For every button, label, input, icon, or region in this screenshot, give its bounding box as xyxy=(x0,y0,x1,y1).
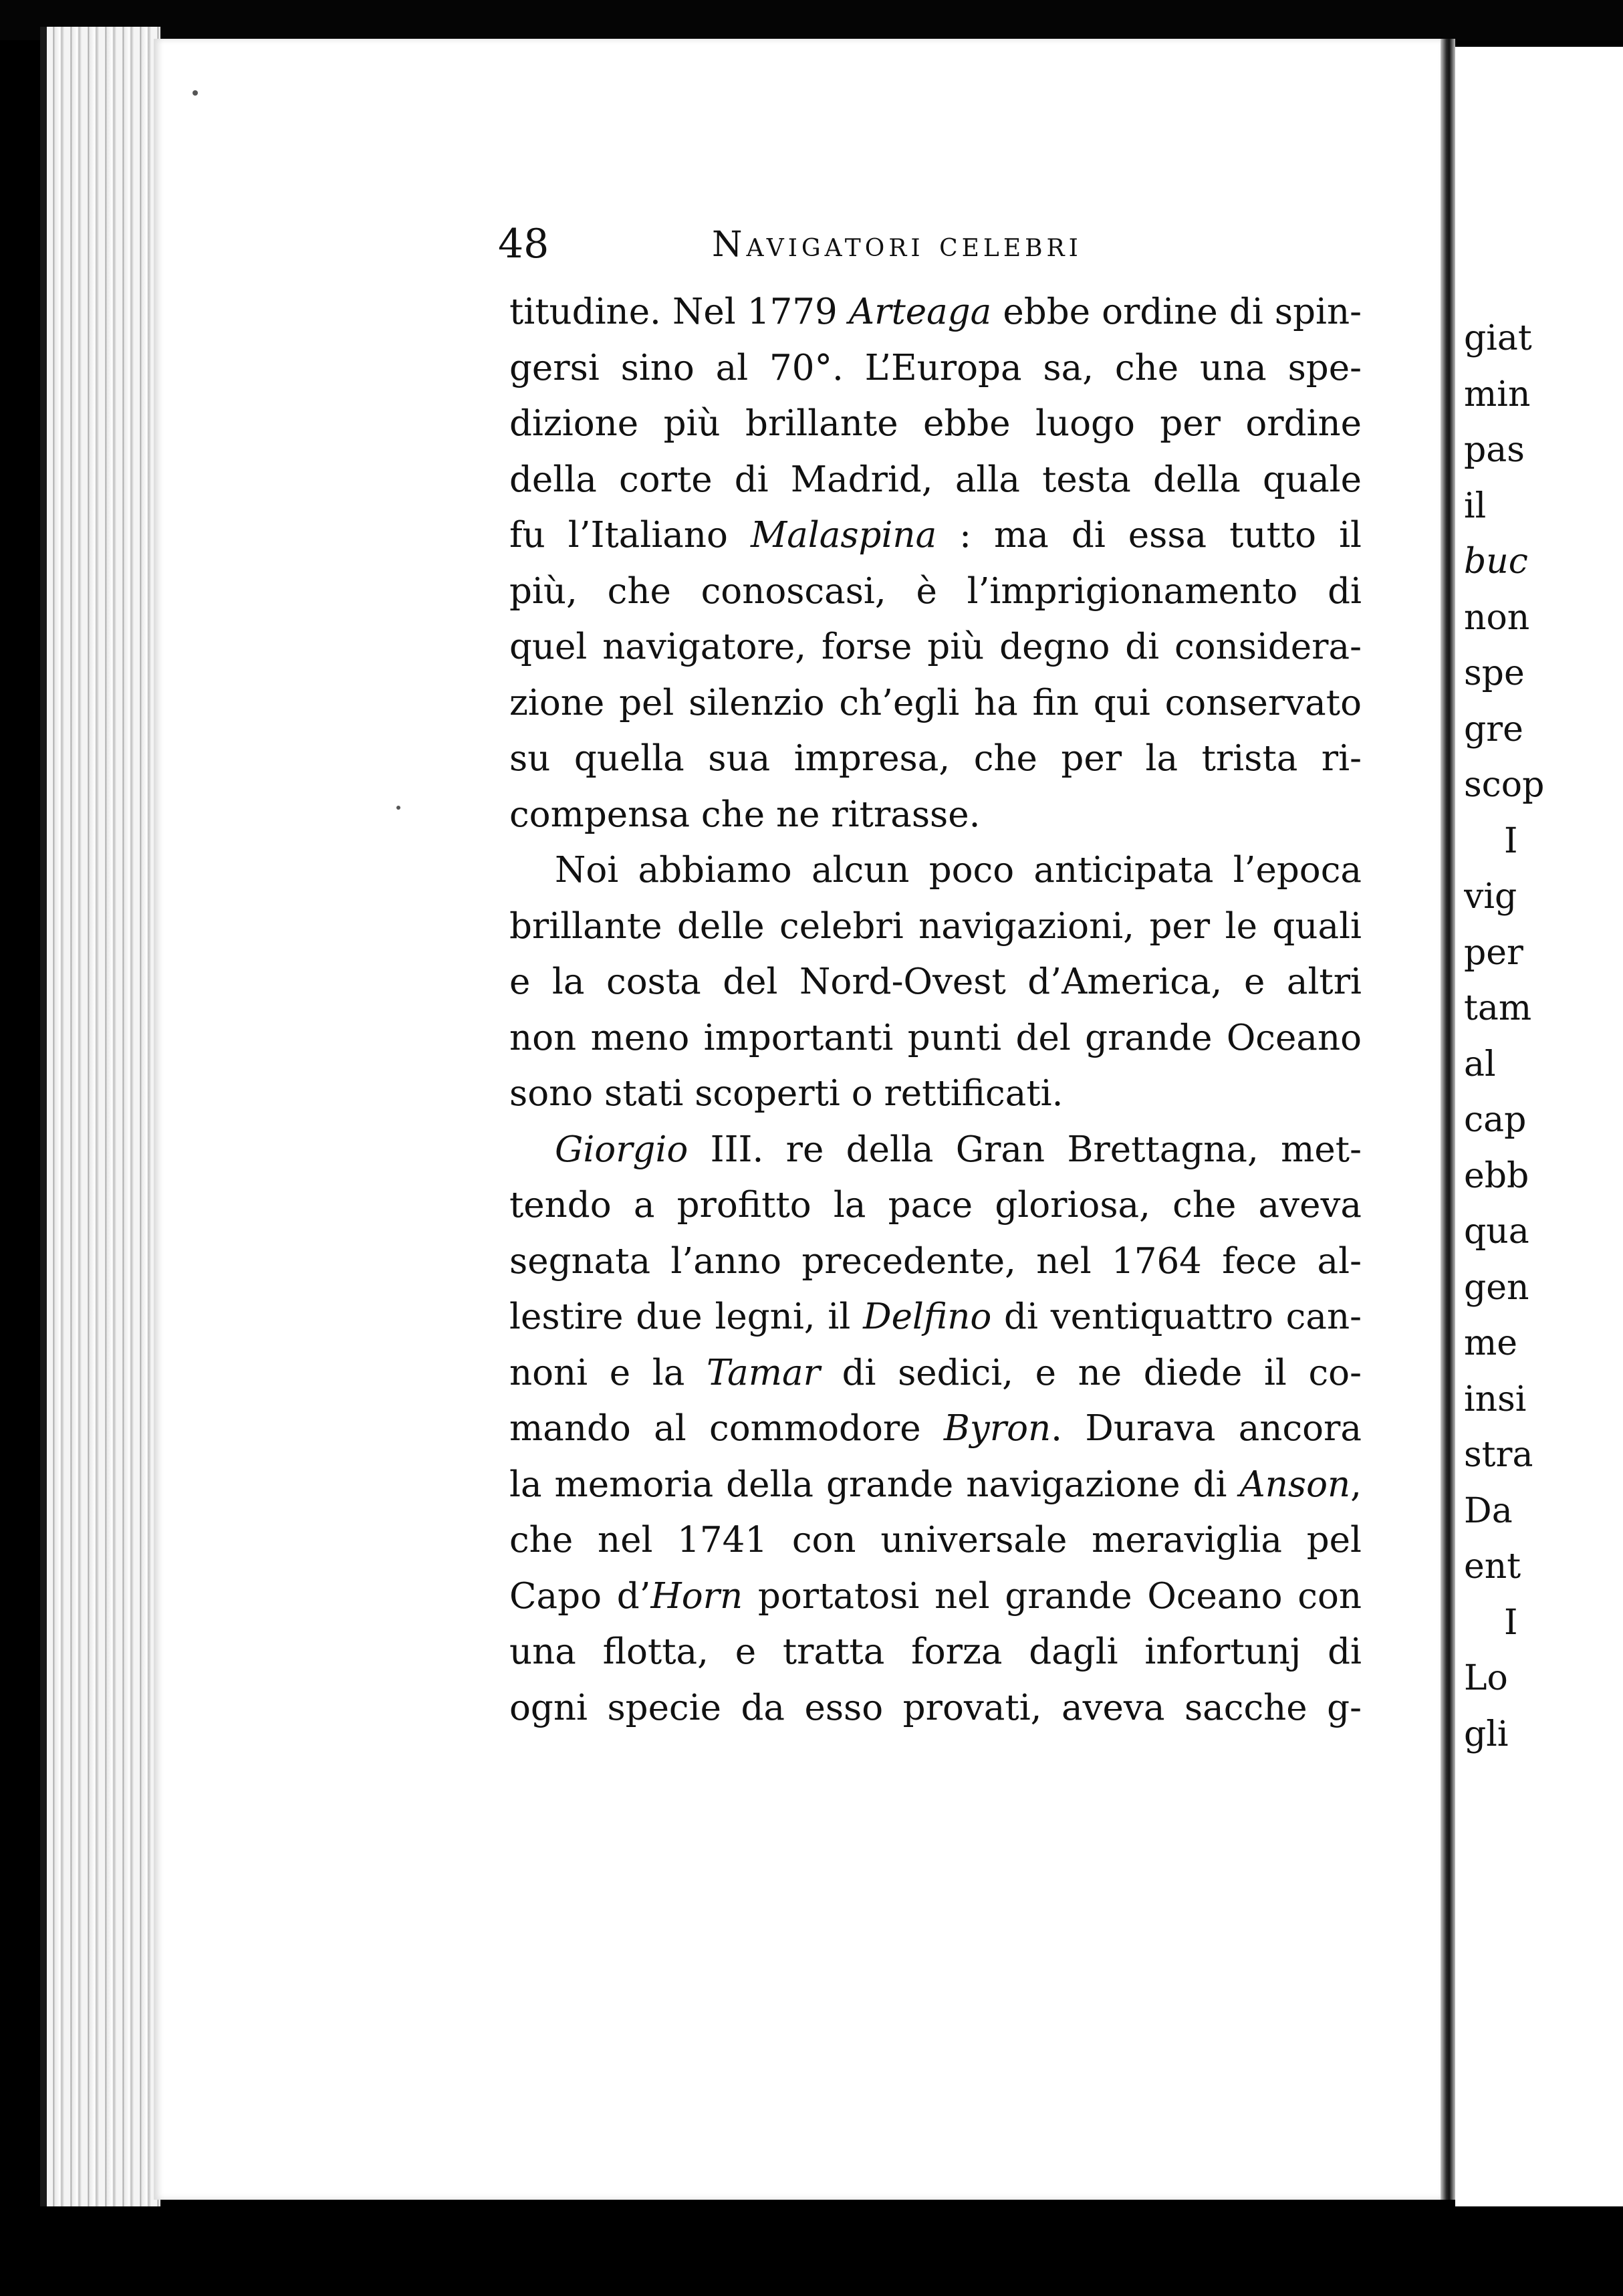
text-line xyxy=(509,1289,1362,1345)
facing-text-fragment: stra xyxy=(1464,1435,1533,1475)
speck-mark xyxy=(193,90,198,96)
text-run: lestire due legni, il xyxy=(509,1296,864,1337)
facing-text-fragment: ent xyxy=(1464,1546,1521,1587)
text-run: fu l’Italiano xyxy=(509,515,751,556)
text-run: noni e la xyxy=(509,1352,707,1393)
facing-text-fragment: vig xyxy=(1464,877,1517,917)
book-page-edges xyxy=(47,27,160,2220)
text-run: , xyxy=(1350,1464,1362,1505)
text-run: segnata l’anno precedente, nel 1764 fece al- xyxy=(509,1240,1362,1282)
facing-text-fragment: per xyxy=(1464,932,1523,973)
text-run: di ventiquattro can- xyxy=(991,1296,1362,1337)
text-line xyxy=(509,731,1362,787)
running-head xyxy=(498,221,1360,281)
text-run: della corte di Madrid, alla testa della quale xyxy=(509,459,1362,500)
facing-text-fragment: cap xyxy=(1464,1100,1527,1140)
text-run: e la costa del Nord-Ovest d’America, e altri xyxy=(509,961,1362,1002)
text-line xyxy=(509,899,1362,955)
text-line xyxy=(509,1234,1362,1290)
facing-text-fragment: il xyxy=(1464,485,1487,526)
book-gutter xyxy=(1441,39,1455,2200)
italic-name: Arteaga xyxy=(848,292,992,332)
text-line xyxy=(509,1177,1362,1234)
facing-text-fragment: tam xyxy=(1464,988,1532,1028)
text-line xyxy=(509,284,1362,340)
text-run: brillante delle celebri navigazioni, per le quali xyxy=(509,905,1362,947)
text-run: III. re della Gran Brettagna, met- xyxy=(688,1129,1362,1170)
text-run: : ma di essa tutto il xyxy=(937,515,1362,556)
text-run: portatosi nel grande Oceano con xyxy=(743,1575,1362,1617)
text-run: di sedici, e ne diede il co- xyxy=(820,1352,1362,1393)
text-line xyxy=(509,1066,1362,1122)
text-line xyxy=(509,1010,1362,1066)
facing-text-fragment: buc xyxy=(1464,542,1528,582)
text-line xyxy=(509,396,1362,452)
text-line xyxy=(509,675,1362,731)
facing-text-fragment: ebb xyxy=(1464,1155,1529,1196)
text-run: Noi abbiamo alcun poco anticipata l’epoca xyxy=(555,850,1362,891)
text-run: ogni specie da esso provati, aveva sacche g- xyxy=(509,1687,1362,1728)
italic-name: Anson xyxy=(1239,1464,1351,1505)
text-run: ebbe ordine di spin- xyxy=(991,292,1362,332)
text-line xyxy=(509,340,1362,396)
text-run: su quella sua impresa, che per la trista ri- xyxy=(509,738,1362,779)
facing-text-fragment: me xyxy=(1464,1323,1518,1363)
text-line xyxy=(509,1569,1362,1625)
page-number: 48 xyxy=(498,221,549,267)
facing-text-fragment: qua xyxy=(1464,1212,1529,1252)
text-line xyxy=(509,1624,1362,1680)
text-line xyxy=(509,1457,1362,1513)
text-line xyxy=(509,1680,1362,1736)
facing-text-fragment: giat xyxy=(1464,318,1532,358)
facing-text-fragment: Lo xyxy=(1464,1658,1508,1698)
facing-text-fragment: al xyxy=(1464,1044,1496,1084)
text-run: che nel 1741 con universale meraviglia pel xyxy=(509,1520,1362,1561)
facing-text-fragment: gre xyxy=(1464,709,1523,750)
facing-page-text xyxy=(1464,311,1623,1762)
text-line xyxy=(509,619,1362,675)
text-line xyxy=(509,1122,1362,1178)
facing-text-fragment: min xyxy=(1464,374,1531,415)
text-run: non meno importanti punti del grande Oceano xyxy=(509,1017,1362,1058)
italic-name: Delfino xyxy=(863,1296,992,1337)
text-line xyxy=(509,1401,1362,1457)
text-line xyxy=(509,1512,1362,1569)
text-run: zione pel silenzio ch’egli ha fin qui conservato xyxy=(509,682,1362,723)
text-run: Capo d’ xyxy=(509,1575,651,1617)
text-line xyxy=(509,1345,1362,1401)
facing-text-fragment: I xyxy=(1504,820,1518,861)
italic-name: Tamar xyxy=(706,1352,820,1393)
text-run: dizione più brillante ebbe luogo per ordine xyxy=(509,403,1362,444)
facing-text-fragment: spe xyxy=(1464,653,1525,693)
facing-text-fragment: pas xyxy=(1464,430,1525,470)
text-run: tendo a profitto la pace gloriosa, che aveva xyxy=(509,1185,1362,1226)
scan-bottom-border xyxy=(0,2206,1623,2296)
facing-text-fragment: insi xyxy=(1464,1379,1527,1419)
text-line xyxy=(509,564,1362,620)
page-header-title: Navigatori celebri xyxy=(712,225,1082,265)
text-line xyxy=(509,954,1362,1010)
text-line xyxy=(509,787,1362,843)
italic-name: Horn xyxy=(650,1575,743,1617)
text-run: titudine. Nel 1779 xyxy=(509,292,849,332)
text-run: mando al commodore xyxy=(509,1408,944,1449)
italic-name: Byron xyxy=(943,1408,1051,1449)
facing-text-fragment: I xyxy=(1504,1602,1518,1643)
facing-text-fragment: Da xyxy=(1464,1490,1513,1531)
text-run: compensa che ne ritrasse. xyxy=(509,794,981,835)
italic-name: Malaspina xyxy=(750,515,937,556)
body-text xyxy=(509,284,1362,1736)
text-line xyxy=(509,452,1362,508)
text-line xyxy=(509,842,1362,899)
facing-text-fragment: gli xyxy=(1464,1714,1509,1754)
text-line xyxy=(509,507,1362,564)
text-run: sono stati scoperti o rettificati. xyxy=(509,1073,1064,1114)
italic-name: Giorgio xyxy=(555,1129,689,1170)
text-run: quel navigatore, forse più degno di considera- xyxy=(509,626,1362,667)
text-run: la memoria della grande navigazione di xyxy=(509,1464,1240,1505)
speck-mark xyxy=(396,806,400,810)
text-run: una flotta, e tratta forza dagli infortunj di xyxy=(509,1631,1362,1672)
text-run: . Durava ancora xyxy=(1051,1408,1362,1449)
text-run: gersi sino al 70°. L’Europa sa, che una spe- xyxy=(509,347,1362,388)
scan-top-border xyxy=(0,0,1623,40)
facing-text-fragment: non xyxy=(1464,597,1530,638)
facing-text-fragment: gen xyxy=(1464,1267,1529,1308)
text-run: più, che conoscasi, è l’imprigionamento di xyxy=(509,570,1362,612)
facing-text-fragment: scop xyxy=(1464,765,1545,805)
